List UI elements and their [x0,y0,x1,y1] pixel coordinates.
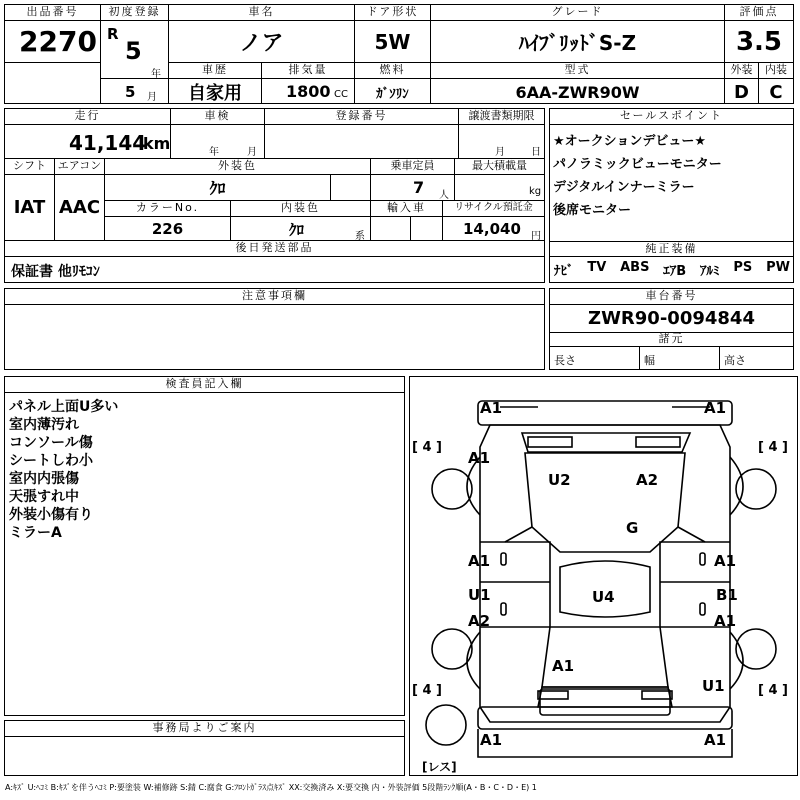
recycle-label: リサイクル預託金 [443,201,544,217]
chassis-label: 車台番号 [550,289,793,305]
inspection-cell [171,125,265,159]
door: 5W [374,29,411,54]
equip-abs: ABS [620,260,650,275]
equipment-list [554,260,790,279]
inspector-box [4,376,405,716]
width-cell [640,347,720,369]
mark-rear-window: A1 [552,657,575,675]
notes-label: 注意事項欄 [5,289,544,305]
car-outline [410,377,798,776]
tire-rear-right-value: 4 [768,683,778,698]
model-label: 型式 [431,63,725,79]
history-cell [169,79,262,104]
shift: IAT [13,197,46,218]
capacity: 7 [413,178,425,197]
tire-front-right: [ 4 ] [758,440,788,455]
length-label: 長さ [554,354,576,367]
door-label: ドア形状 [355,5,431,21]
mark-right-front-door: A1 [714,552,737,570]
exterior-grade: D [734,81,749,103]
import-cell [371,217,411,241]
tire-rear-left-value: 4 [422,683,432,698]
shift-cell [5,175,55,241]
sales-point-label: セールスポイント [550,109,793,125]
mark-right-rear-1: B1 [716,586,738,604]
car-name: ノア [239,31,284,56]
fuel-cell [355,79,431,104]
mark-rear-right: A1 [704,731,727,749]
mark-left-rear-2: A2 [468,612,491,630]
length-cell [550,347,640,369]
ac-cell [55,175,105,241]
import-cell-2 [411,217,443,241]
inspector-line-4: シートしわ小 [9,453,93,469]
history-label: 車歴 [169,63,262,79]
grade-cell [431,21,725,63]
shift-label: シフト [5,159,55,175]
inspection-label: 車検 [171,109,265,125]
mark-left-front-door: A1 [468,552,491,570]
reg-no-label: 登録番号 [265,109,459,125]
capacity-label: 乗車定員 [371,159,455,175]
transfer-cell [459,125,544,159]
interior-label: 内装 [759,63,793,79]
sales-line-1: ★オークションデビュー★ [553,134,707,149]
int-color-unit: 系 [355,231,365,241]
chassis-number: ZWR90-0094844 [588,308,755,329]
tire-rear-left: [ 4 ] [412,683,442,698]
exterior-cell [725,79,759,104]
int-color-label: 内装色 [231,201,371,217]
capacity-unit: 人 [439,190,449,201]
max-load-label: 最大積載量 [455,159,544,175]
ext-color-cell [105,175,331,201]
history: 自家用 [188,83,242,104]
inspector-label: 検査員記入欄 [5,377,404,393]
first-reg-label: 初度登録 [101,5,169,21]
color-no: 226 [151,219,184,238]
mark-front-right: A1 [704,399,727,417]
later-parts-label: 後日発送部品 [5,241,544,257]
model: 6AA-ZWR90W [515,82,640,102]
later-parts: 保証書 他ﾘﾓｺﾝ [11,264,100,280]
transfer-month-unit: 月 [495,147,505,158]
era-letter: R [107,25,119,43]
mark-left-rear-1: U1 [468,586,491,604]
car-name-cell [169,21,355,63]
lot-number-cell [5,21,101,63]
model-cell [431,79,725,104]
sales-line-2: パノラミックビューモニター [553,157,722,172]
inspector-line-5: 室内内張傷 [9,471,79,487]
import-label: 輸入車 [371,201,443,217]
int-color: ｸﾛ [289,221,305,239]
sales-point-box [549,108,794,283]
tire-front-right-value: 4 [768,440,778,455]
inspector-line-1: パネル上面U多い [9,399,119,415]
sales-line-4: 後席モニター [553,203,632,218]
notes-box [4,288,545,370]
inspector-line-7: 外装小傷有り [9,507,93,523]
recycle: 14,040 [463,220,521,238]
mark-rear-left: A1 [480,731,503,749]
ext-color: ｸﾛ [209,179,226,198]
max-load-cell [455,175,544,201]
interior-cell [759,79,793,104]
score-label: 評価点 [725,5,793,21]
door-cell [355,21,431,63]
reg-no-cell [265,125,459,159]
height-cell [720,347,793,369]
mark-windshield-right: A2 [636,471,659,489]
details-box [4,108,545,283]
lot-number: 2270 [19,25,97,58]
ext-color-extra-cell [331,175,371,201]
displacement-label: 排気量 [262,63,355,79]
int-color-cell [231,217,371,241]
tire-front-left: [ 4 ] [412,440,442,455]
spare-tire: [レス] [422,760,457,774]
equip-airbag: ｴｱB [663,264,687,279]
ext-color-label: 外装色 [105,159,371,175]
chassis-cell [550,305,793,333]
vehicle-info-box [4,4,794,104]
color-no-cell [105,217,231,241]
displacement-cell [262,79,355,104]
interior-grade: C [769,81,783,103]
inspector-line-2: 室内薄汚れ [9,417,79,433]
inspection-year-unit: 年 [209,147,219,158]
inspector-line-6: 天張すれ中 [9,489,79,505]
year-unit: 年 [151,69,161,79]
mileage-cell [5,125,171,159]
capacity-cell [371,175,455,201]
legend-footer: A:ｷｽﾞ U:ﾍｺﾐ B:ｷｽﾞを伴うﾍｺﾐ P:要塗装 W:補修跡 S:錆 C:腐食 G:ﾌﾛﾝﾄｶﾞﾗｽ点ｷｽﾞ XX:交換済み X:要交換 内・外装評価 5段階ﾗﾝｸ順(A・B・C・D・E) 1 [5,783,537,792]
later-parts-cell [5,257,544,282]
score: 3.5 [735,26,783,57]
mileage-unit: km [143,134,171,153]
office-box [4,720,405,776]
grade-label: グレード [431,5,725,21]
chassis-box [549,288,794,370]
equipment-label: 純正装備 [550,241,793,257]
tire-front-left-value: 4 [422,440,432,455]
inspector-line-3: コンソール傷 [9,435,93,451]
lot-number-label: 出品番号 [5,5,101,21]
transfer-label: 譲渡書類期限 [459,109,544,125]
equip-pw: PW [766,260,790,275]
grade: ﾊｲﾌﾞﾘｯﾄﾞS-Z [518,31,637,55]
mark-right-rear-2: A1 [714,612,737,630]
month-unit: 月 [147,92,157,103]
dims-label: 諸元 [550,333,793,347]
recycle-unit: 円 [531,231,541,241]
inspector-line-8: ミラーA [9,525,62,541]
height-label: 高さ [724,354,746,367]
fuel-label: 燃料 [355,63,431,79]
mark-hood: A1 [468,449,491,467]
car-name-label: 車名 [169,5,355,21]
reg-year: 5 [125,37,142,65]
first-reg-year-cell [101,21,169,79]
recycle-cell [443,217,544,241]
mark-front-left: A1 [480,399,503,417]
damage-diagram [409,376,798,776]
equip-tv: TV [587,260,607,275]
mark-center: U4 [592,588,615,606]
office-label: 事務局よりご案内 [5,721,404,737]
ac: AAC [58,197,101,218]
transfer-day-unit: 日 [531,147,541,158]
width-label: 幅 [644,354,655,367]
color-no-label: カラーNo. [105,201,231,217]
exterior-label: 外装 [725,63,759,79]
equip-navi: ﾅﾋﾞ [554,264,574,279]
mark-roof-g: G [626,519,639,537]
equip-alloy: ｱﾙﾐ [700,264,720,279]
mileage-label: 走行 [5,109,171,125]
spare-tire-value: レス [427,760,452,774]
equip-ps: PS [733,260,753,275]
mark-windshield-left: U2 [548,471,571,489]
fuel: ｶﾞｿﾘﾝ [376,86,409,102]
first-reg-month-cell [101,79,169,104]
sales-line-3: デジタルインナーミラー [553,180,695,195]
max-load-unit: kg [529,186,542,197]
lot-blank-cell [5,63,101,104]
mileage: 41,144 [69,131,147,155]
reg-month: 5 [125,83,136,101]
inspection-month-unit: 月 [247,147,257,158]
score-cell [725,21,793,63]
mark-right-quarter: U1 [702,677,725,695]
displacement: 1800 [286,82,331,101]
ac-label: エアコン [55,159,105,175]
displacement-unit: CC [334,89,348,100]
tire-rear-right: [ 4 ] [758,683,788,698]
